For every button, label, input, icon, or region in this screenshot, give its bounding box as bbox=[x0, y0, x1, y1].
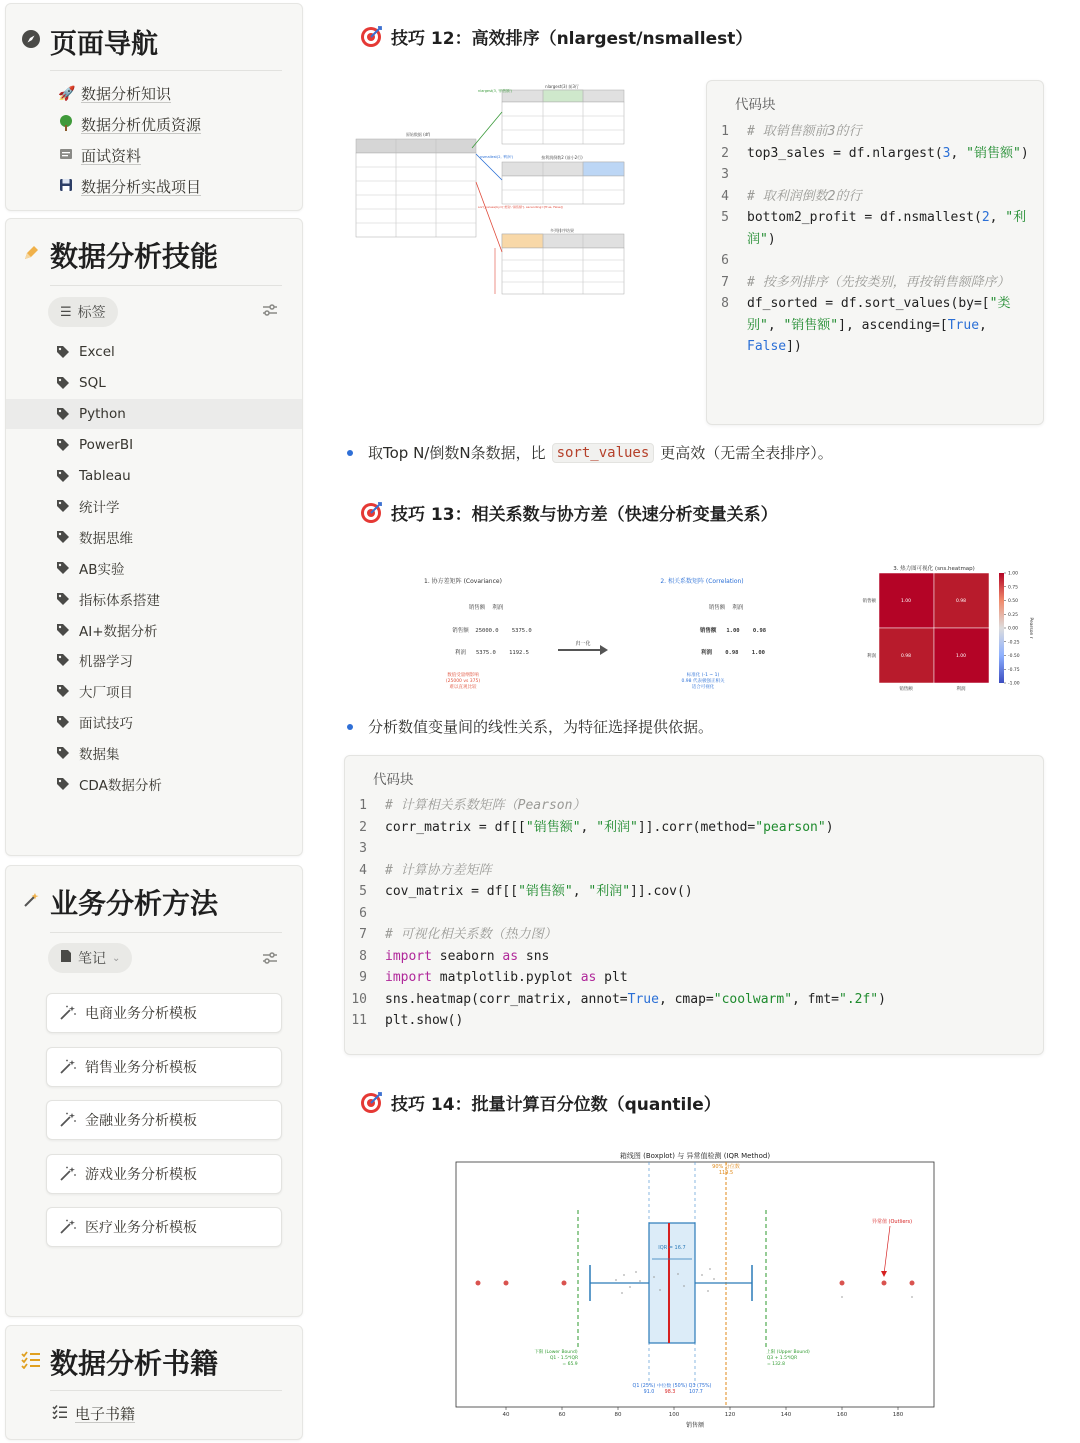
code-line: 8 import seaborn as sns bbox=[359, 948, 550, 964]
template-button[interactable] bbox=[46, 1047, 282, 1087]
arrow-label: 归一化 bbox=[575, 641, 591, 647]
nav-item-ebooks[interactable]: 电子书籍 bbox=[52, 1398, 135, 1429]
code-block-label: 代码块 bbox=[373, 772, 414, 788]
x-ticks bbox=[503, 1407, 904, 1418]
tag-label: SQL bbox=[79, 375, 106, 392]
nav-card-title: 页面导航 bbox=[20, 22, 158, 61]
lower-label: 下限 (Lower Bound) bbox=[534, 1350, 578, 1355]
colorbar-tick-label: -1.00 bbox=[1008, 681, 1020, 687]
heat-val: 0.98 bbox=[955, 599, 967, 604]
x-tick-label: 160 bbox=[836, 1412, 848, 1418]
cov-row1: 销售额 25000.0 5375.0 bbox=[452, 628, 532, 634]
code-line: 1 # 计算相关系数矩阵（Pearson） bbox=[359, 798, 586, 813]
x-axis-label: 销售额 bbox=[685, 1422, 705, 1429]
fig12-left-table bbox=[356, 139, 476, 237]
q3-value: 107.7 bbox=[689, 1390, 703, 1395]
x-tick-label: 140 bbox=[780, 1412, 792, 1418]
target-icon bbox=[360, 502, 382, 524]
list-icon: ☰ bbox=[60, 304, 72, 320]
template-button[interactable] bbox=[46, 1207, 282, 1247]
colorbar-tick-label: 0.50 bbox=[1008, 599, 1019, 604]
tag-icon bbox=[56, 561, 70, 575]
pencil-icon bbox=[20, 244, 42, 267]
target-icon bbox=[360, 26, 382, 48]
colorbar-tick-label: 0.25 bbox=[1008, 612, 1019, 618]
code-line: 6 bbox=[721, 253, 729, 268]
corr-note1: 标准化 (-1 ~ 1) bbox=[686, 673, 720, 678]
x-tick-label: 40 bbox=[502, 1412, 510, 1418]
code-line: 11 plt.show() bbox=[351, 1013, 464, 1028]
upper-label: 上限 (Upper Bound) bbox=[766, 1350, 810, 1355]
nav-item-knowledge[interactable]: 🚀 数据分析知识 bbox=[58, 85, 172, 103]
code-line: 5 bottom2_profit = df.nsmallest(2, "利润") bbox=[721, 210, 1027, 247]
tag-icon bbox=[56, 684, 70, 698]
rocket-icon: 🚀 bbox=[58, 85, 76, 102]
x-tick-label: 100 bbox=[668, 1412, 680, 1418]
code-line: 4 # 计算协方差矩阵 bbox=[359, 862, 492, 878]
q1-value: 91.0 bbox=[643, 1390, 655, 1395]
tag-icon bbox=[56, 407, 70, 421]
magic-wand-icon bbox=[59, 1166, 77, 1182]
skills-card bbox=[5, 218, 303, 856]
code-line: 3 bbox=[721, 167, 729, 182]
colorbar-tick-label: -0.25 bbox=[1008, 640, 1020, 646]
books-card bbox=[5, 1325, 303, 1440]
tag-icon bbox=[56, 376, 70, 390]
tag-item[interactable] bbox=[6, 676, 302, 707]
methods-card bbox=[5, 865, 303, 1317]
heatmap bbox=[863, 573, 990, 692]
code-line: 5 cov_matrix = df[["销售额", "利润"]].cov() bbox=[359, 884, 693, 899]
cov-title: 1. 协方差矩阵 (Covariance) bbox=[424, 578, 502, 585]
corr-note2: 0.98 代表极强正相关 bbox=[681, 679, 725, 684]
sliders-icon[interactable] bbox=[262, 951, 278, 969]
tag-label: 数据集 bbox=[79, 746, 120, 763]
checklist-icon bbox=[52, 1405, 68, 1423]
code-line: 1 # 取销售额前3的行 bbox=[721, 124, 862, 139]
tag-icon bbox=[56, 777, 70, 791]
skills-divider bbox=[50, 285, 282, 286]
code-block-label: 代码块 bbox=[735, 97, 776, 113]
tag-label: CDA数据分析 bbox=[79, 777, 162, 794]
target-icon bbox=[360, 1092, 382, 1114]
tag-icon bbox=[56, 499, 70, 513]
colorbar-tick-label: -0.50 bbox=[1008, 654, 1020, 659]
tag-list bbox=[6, 337, 302, 799]
nav-card bbox=[5, 3, 303, 211]
lower-value: = 65.9 bbox=[562, 1362, 578, 1367]
code-line: 10 sns.heatmap(corr_matrix, annot=True, cmap="coolwarm", fmt=".2f") bbox=[351, 991, 886, 1007]
nav-list bbox=[58, 78, 201, 202]
tag-icon bbox=[56, 530, 70, 544]
upper-value: = 132.8 bbox=[766, 1362, 786, 1367]
correlation-figure bbox=[400, 560, 1040, 700]
upper-formula: Q3 + 1.5*IQR bbox=[766, 1356, 798, 1361]
tag-icon bbox=[56, 746, 70, 760]
boxplot-figure bbox=[440, 1145, 950, 1435]
corr-col-headers: 销售额 利润 bbox=[708, 605, 744, 611]
tag-icon bbox=[56, 345, 70, 359]
tag-icon bbox=[56, 469, 70, 483]
fig12-arrow-bot bbox=[476, 182, 502, 252]
corr-note3: 适合可视化 bbox=[691, 685, 715, 690]
fig12-left-title: 原始数据 (df) bbox=[405, 132, 431, 137]
tag-item[interactable] bbox=[6, 707, 302, 738]
code-line: 7 # 按多列排序（先按类别，再按销售额降序） bbox=[721, 274, 1010, 290]
template-button[interactable] bbox=[46, 993, 282, 1033]
code-block-tip12[interactable] bbox=[706, 80, 1044, 425]
colorbar-label: Pearson r bbox=[1028, 617, 1033, 639]
tip13-bullet: 分析数值变量间的线性关系，为特征选择提供依据。 bbox=[347, 716, 713, 737]
tag-label: Excel bbox=[79, 344, 115, 361]
tag-icon bbox=[56, 438, 70, 452]
colorbar-tick-label: 0.75 bbox=[1008, 585, 1019, 591]
cov-note2: (25000 vs 375) bbox=[445, 679, 481, 684]
code-line: 3 bbox=[359, 841, 367, 856]
tag-label: 数据思维 bbox=[79, 531, 133, 548]
fig12-mid-table bbox=[502, 162, 624, 204]
magic-wand-icon bbox=[59, 1219, 77, 1235]
tag-item[interactable] bbox=[6, 460, 302, 491]
sliders-icon[interactable] bbox=[262, 303, 278, 321]
tag-item[interactable] bbox=[6, 768, 302, 799]
tag-item[interactable] bbox=[6, 583, 302, 614]
floppy-icon bbox=[58, 178, 74, 196]
colorbar-tick-label: 0.00 bbox=[1008, 626, 1019, 632]
chevron-down-icon: ⌄ bbox=[112, 952, 121, 964]
colorbar-tick-label: -0.75 bbox=[1008, 667, 1020, 673]
cov-note1: 数值受量纲影响 bbox=[447, 673, 479, 678]
fig12-mid-title: 按利润倒数2 (前小2行) bbox=[541, 155, 583, 160]
fig12-top-table bbox=[502, 90, 624, 144]
heat-col-label: 利润 bbox=[956, 687, 966, 692]
nav-item-interview[interactable]: 面试资料 bbox=[58, 140, 201, 171]
colorbar-tick-label: 1.00 bbox=[1008, 571, 1019, 577]
tag-filter-chip[interactable]: ☰ 标签 bbox=[48, 297, 118, 327]
tag-item[interactable] bbox=[6, 522, 302, 553]
fig12-arrow-top bbox=[472, 112, 502, 148]
tag-item[interactable] bbox=[6, 614, 302, 645]
tag-label: Python bbox=[79, 405, 126, 422]
iqr-label: IQR = 16.7 bbox=[658, 1245, 686, 1251]
code-lines bbox=[345, 795, 1043, 1032]
note-icon bbox=[60, 949, 72, 967]
methods-card-title: 业务分析方法 bbox=[20, 882, 218, 922]
boxplot-title: 箱线图 (Boxplot) 与 异常值检测 (IQR Method) bbox=[619, 1152, 771, 1160]
template-label: 医疗业务分析模板 bbox=[85, 1220, 197, 1237]
bullet-dot bbox=[347, 724, 353, 730]
heat-row-label: 销售额 bbox=[862, 599, 876, 604]
tag-item[interactable] bbox=[6, 368, 302, 399]
sort-diagram-figure bbox=[352, 82, 627, 297]
x-tick-label: 180 bbox=[892, 1412, 904, 1418]
corr-row2: 利润 0.98 1.00 bbox=[701, 650, 765, 656]
fig12-bot-title: 多列排序结果 bbox=[550, 228, 574, 233]
cov-row2: 利润 5375.0 1192.5 bbox=[455, 650, 529, 656]
checklist-icon bbox=[20, 1351, 42, 1374]
tag-label: 机器学习 bbox=[79, 654, 133, 671]
magic-wand-icon bbox=[59, 1005, 77, 1021]
tip12-heading: 技巧 12：高效排序（nlargest/nsmallest） bbox=[360, 24, 752, 49]
tag-item[interactable] bbox=[6, 337, 302, 368]
sort-diagram-svg bbox=[352, 82, 627, 297]
template-button[interactable] bbox=[46, 1100, 282, 1140]
p90-label: 90% 分位数 bbox=[712, 1164, 740, 1170]
tag-label: AB实验 bbox=[79, 561, 125, 578]
compass-icon bbox=[20, 29, 42, 54]
x-tick-label: 60 bbox=[558, 1412, 566, 1418]
tag-item[interactable] bbox=[6, 553, 302, 584]
median-value: 98.3 bbox=[664, 1390, 676, 1395]
tag-item[interactable] bbox=[6, 737, 302, 768]
fig12-ann1: nlargest(3, '销售额') bbox=[478, 89, 512, 93]
template-label: 销售业务分析模板 bbox=[85, 1059, 197, 1076]
template-label: 金融业务分析模板 bbox=[85, 1113, 197, 1130]
document-icon bbox=[58, 147, 74, 165]
code-line: 8 df_sorted = df.sort_values(by=["类别", "销售额"], ascending=[True, False]) bbox=[721, 296, 1011, 354]
colorbar bbox=[999, 573, 1004, 683]
code-line: 2 top3_sales = df.nlargest(3, "销售额") bbox=[721, 145, 1029, 161]
nav-item-projects[interactable]: 数据分析实战项目 bbox=[58, 171, 201, 202]
tag-icon bbox=[56, 592, 70, 606]
x-tick-label: 80 bbox=[614, 1412, 622, 1418]
tag-icon bbox=[56, 623, 70, 637]
nav-item-resources[interactable]: 数据分析优质资源 bbox=[58, 109, 201, 140]
code-line: 4 # 取利润倒数2的行 bbox=[721, 188, 862, 204]
code-line: 6 bbox=[359, 905, 367, 921]
tag-item[interactable] bbox=[6, 645, 302, 676]
heat-title: 3. 热力图可视化 (sns.heatmap) bbox=[893, 566, 975, 572]
magic-wand-icon bbox=[20, 891, 42, 914]
tag-item[interactable] bbox=[6, 399, 302, 430]
note-filter-chip[interactable]: 笔记 ⌄ bbox=[48, 943, 132, 973]
tag-icon bbox=[56, 715, 70, 729]
magic-wand-icon bbox=[59, 1059, 77, 1075]
tag-label: 统计学 bbox=[79, 500, 120, 517]
code-line: 7 # 可视化相关系数（热力图） bbox=[359, 927, 557, 942]
corr-row1: 销售额 1.00 0.98 bbox=[699, 628, 767, 634]
code-line: 9 import matplotlib.pyplot as plt bbox=[359, 970, 628, 985]
tree-icon bbox=[58, 115, 74, 135]
fig12-top-title: nlargest(3) 前3行 bbox=[545, 84, 579, 89]
code-lines bbox=[707, 121, 1043, 358]
tag-icon bbox=[56, 653, 70, 667]
boxplot-svg bbox=[440, 1145, 950, 1435]
books-card-title: 数据分析书籍 bbox=[20, 1342, 218, 1382]
tip13-heading: 技巧 13：相关系数与协方差（快速分析变量关系） bbox=[360, 500, 778, 525]
corr-title: 2. 相关系数矩阵 (Correlation) bbox=[660, 578, 744, 585]
cov-col-headers: 销售额 利润 bbox=[468, 605, 504, 611]
template-button[interactable] bbox=[46, 1154, 282, 1194]
p90-value: 119.5 bbox=[718, 1170, 734, 1176]
methods-divider bbox=[50, 932, 282, 933]
tag-item[interactable] bbox=[6, 429, 302, 460]
code-line: 2 corr_matrix = df[["销售额", "利润"]].corr(method="pearson") bbox=[359, 819, 834, 835]
inline-code: sort_values bbox=[552, 443, 655, 463]
tag-label: AI+数据分析 bbox=[79, 623, 158, 640]
colorbar-ticks bbox=[1004, 571, 1020, 687]
heat-row-label: 利润 bbox=[867, 654, 876, 659]
tag-label: 面试技巧 bbox=[79, 715, 133, 732]
lower-formula: Q1 - 1.5*IQR bbox=[549, 1356, 579, 1361]
skills-card-title: 数据分析技能 bbox=[20, 235, 218, 275]
heat-val: 1.00 bbox=[955, 654, 967, 659]
quartile-label: Q1 (25%) 中位数 (50%) Q3 (75%) bbox=[632, 1384, 712, 1389]
heat-val: 0.98 bbox=[900, 654, 912, 659]
tag-label: PowerBI bbox=[79, 436, 134, 453]
tag-label: 大厂项目 bbox=[79, 685, 133, 702]
nav-divider bbox=[50, 70, 282, 71]
correlation-svg bbox=[400, 560, 1040, 700]
template-label: 电商业务分析模板 bbox=[85, 1006, 197, 1022]
tag-item[interactable] bbox=[6, 491, 302, 522]
iqr-box bbox=[649, 1223, 695, 1343]
fig12-bot-table bbox=[495, 234, 624, 294]
heat-val: 1.00 bbox=[900, 599, 912, 604]
fig12-ann2: nsmallest(2, '利润') bbox=[480, 155, 513, 159]
code-block-tip13[interactable] bbox=[344, 755, 1044, 1055]
template-label: 游戏业务分析模板 bbox=[85, 1166, 197, 1183]
outlier-label: 异常值 (Outliers) bbox=[871, 1219, 913, 1225]
books-divider bbox=[50, 1390, 282, 1391]
tip14-heading: 技巧 14：批量计算百分位数（quantile） bbox=[360, 1090, 721, 1115]
cov-note3: 难以直观比较 bbox=[449, 685, 477, 690]
fig12-ann3: sort_values(by=['类别','销售额'], ascending=[True, False]) bbox=[478, 205, 564, 209]
x-tick-label: 120 bbox=[724, 1412, 736, 1418]
bullet-dot bbox=[347, 450, 353, 456]
tip12-bullet: 取Top N/倒数N条数据，比 sort_values 更高效（无需全表排序）。 bbox=[347, 442, 833, 463]
tag-label: 指标体系搭建 bbox=[79, 592, 160, 609]
tag-label: Tableau bbox=[79, 467, 131, 484]
heat-col-label: 销售额 bbox=[899, 687, 913, 692]
magic-wand-icon bbox=[59, 1112, 77, 1128]
